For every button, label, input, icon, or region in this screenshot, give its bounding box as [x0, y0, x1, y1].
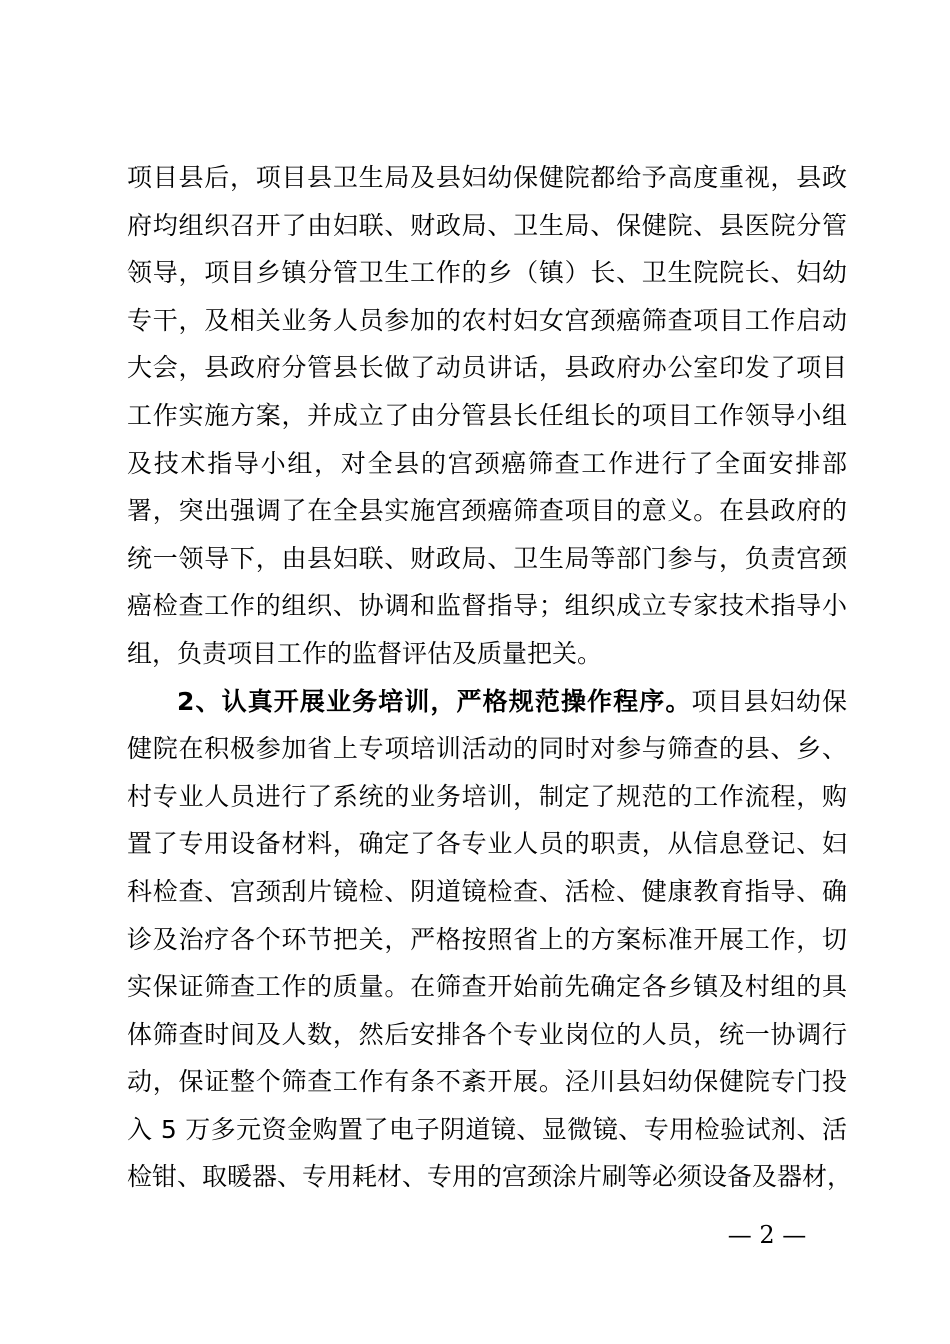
text-line: 入 5 万多元资金购置了电子阴道镜、显微镜、专用检验试剂、活	[127, 1114, 847, 1144]
text-line: 统一领导下，由县妇联、财政局、卫生局等部门参与，负责宫颈	[127, 543, 847, 573]
text-line: 动，保证整个筛查工作有条不紊开展。泾川县妇幼保健院专门投	[127, 1067, 847, 1097]
text-line: 实保证筛查工作的质量。在筛查开始前先确定各乡镇及村组的具	[127, 972, 847, 1002]
paragraph-first-line	[127, 678, 847, 726]
text-line: 及技术指导小组，对全县的宫颈癌筛查工作进行了全面安排部	[127, 448, 847, 478]
text-line: 大会，县政府分管县长做了动员讲话，县政府办公室印发了项目	[127, 353, 847, 383]
text-line: 癌检查工作的组织、协调和监督指导；组织成立专家技术指导小	[127, 591, 847, 621]
text-line: 领导，项目乡镇分管卫生工作的乡（镇）长、卫生院院长、妇幼	[127, 258, 847, 288]
text-line: 科检查、宫颈刮片镜检、阴道镜检查、活检、健康教育指导、确	[127, 876, 847, 906]
text-line: 村专业人员进行了系统的业务培训，制定了规范的工作流程，购	[127, 781, 847, 811]
section-heading: 2、认真开展业务培训，严格规范操作程序。	[177, 686, 692, 716]
text-line: 健院在积极参加省上专项培训活动的同时对参与筛查的县、乡、	[127, 734, 847, 764]
text-line: 体筛查时间及人数，然后安排各个专业岗位的人员，统一协调行	[127, 1019, 847, 1049]
heading-line-continuation: 项目县妇幼保	[691, 686, 847, 716]
text-line: 诊及治疗各个环节把关，严格按照省上的方案标准开展工作，切	[127, 924, 847, 954]
paragraph-2	[127, 678, 853, 1202]
text-line: 项目县后，项目县卫生局及县妇幼保健院都给予高度重视，县政	[127, 163, 847, 192]
page-number: — 2 —	[727, 1221, 807, 1249]
paragraph-1	[127, 154, 847, 678]
document-body	[127, 154, 853, 1201]
text-line: 专干，及相关业务人员参加的农村妇女宫颈癌筛查项目工作启动	[127, 305, 847, 335]
text-line: 工作实施方案，并成立了由分管县长任组长的项目工作领导小组	[127, 400, 847, 430]
text-line: 置了专用设备材料，确定了各专业人员的职责，从信息登记、妇	[127, 829, 847, 859]
text-line: 府均组织召开了由妇联、财政局、卫生局、保健院、县医院分管	[127, 210, 847, 240]
text-line: 署，突出强调了在全县实施宫颈癌筛查项目的意义。在县政府的	[127, 496, 847, 526]
text-line: 检钳、取暖器、专用耗材、专用的宫颈涂片刷等必须设备及器材，	[127, 1162, 853, 1192]
text-line: 组，负责项目工作的监督评估及质量把关。	[127, 638, 603, 668]
